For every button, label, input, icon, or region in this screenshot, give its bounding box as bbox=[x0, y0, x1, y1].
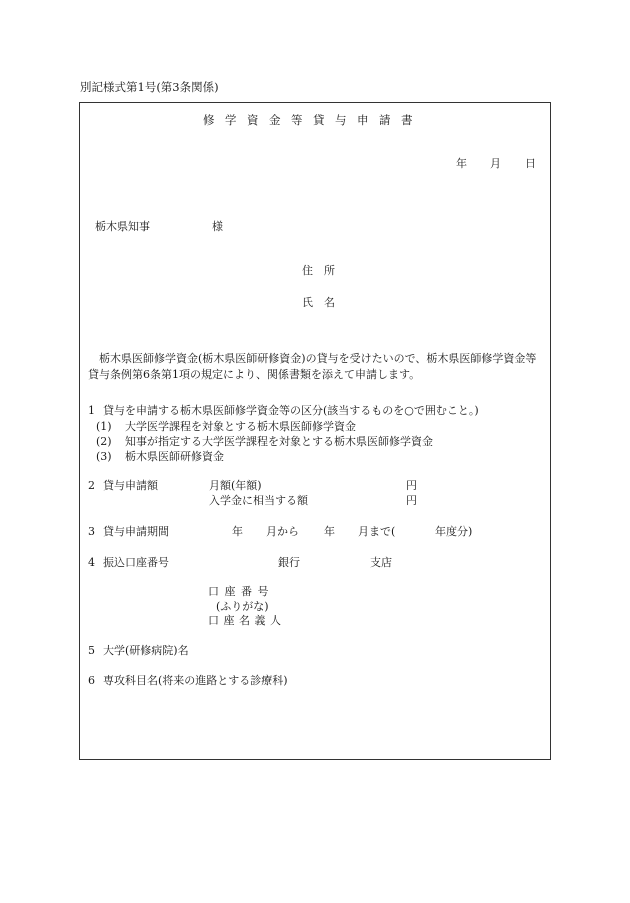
title-char: 貸 bbox=[313, 113, 325, 127]
item6-label: 専攻科目名(将来の進路とする診療科) bbox=[103, 674, 288, 687]
item4-furigana-label: (ふりがな) bbox=[216, 600, 269, 613]
title-char: 請 bbox=[379, 113, 391, 127]
item1-option-text: 大学医学課程を対象とする栃木県医師修学資金 bbox=[125, 420, 356, 433]
item6-number: 6 bbox=[88, 674, 95, 687]
item2-number: 2 bbox=[88, 479, 95, 492]
item3-end-year: 年 bbox=[324, 525, 335, 538]
title-char: 資 bbox=[247, 113, 259, 127]
date-year-label: 年 bbox=[456, 157, 467, 170]
item1-number: 1 bbox=[88, 404, 95, 417]
item2-yen-unit: 円 bbox=[406, 479, 417, 492]
item3-end-month: 月まで( bbox=[358, 525, 396, 538]
item4-branch-label: 支店 bbox=[370, 556, 392, 569]
item1-option-number: (3) bbox=[96, 450, 112, 463]
item2-label: 貸与申請額 bbox=[103, 479, 158, 492]
item3-number: 3 bbox=[88, 525, 95, 538]
item3-label: 貸与申請期間 bbox=[103, 525, 169, 538]
item1-option-number: (2) bbox=[96, 435, 112, 448]
item1-option-text: 知事が指定する大学医学課程を対象とする栃木県医師修学資金 bbox=[125, 435, 433, 448]
item5-label: 大学(研修病院)名 bbox=[103, 644, 189, 657]
applicant-address-label: 住 所 bbox=[302, 264, 335, 277]
title-char: 与 bbox=[335, 113, 347, 127]
item2-yen-unit: 円 bbox=[406, 494, 417, 507]
item3-fiscal-year: 年度分) bbox=[435, 525, 473, 538]
addressee-governor: 栃木県知事 bbox=[95, 220, 150, 233]
item4-number: 4 bbox=[88, 556, 95, 569]
item4-label: 振込口座番号 bbox=[103, 556, 169, 569]
item1-option-text: 栃木県医師研修資金 bbox=[125, 450, 224, 463]
title-char: 等 bbox=[291, 113, 303, 127]
title-char: 金 bbox=[269, 113, 281, 127]
applicant-name-label: 氏 名 bbox=[302, 296, 335, 309]
item3-start-year: 年 bbox=[232, 525, 243, 538]
item4-account-holder-label: 口 座 名 義 人 bbox=[208, 614, 282, 627]
item5-number: 5 bbox=[88, 644, 95, 657]
item1-option-number: (1) bbox=[96, 420, 112, 433]
form-label: 別記様式第1号(第3条関係) bbox=[80, 80, 219, 94]
title-char: 申 bbox=[357, 113, 369, 127]
addressee-honorific: 様 bbox=[212, 220, 223, 233]
item3-start-month: 月から bbox=[266, 525, 299, 538]
date-day-label: 日 bbox=[525, 157, 536, 170]
intro-paragraph: 栃木県医師修学資金(栃木県医師研修資金)の貸与を受けたいので、栃木県医師修学資金等貸与条例第6条第1項の規定により、関係書類を添えて申請します。 bbox=[88, 352, 537, 381]
document-title bbox=[203, 113, 423, 127]
title-char: 学 bbox=[225, 113, 237, 127]
item2-admission-label: 入学金に相当する額 bbox=[209, 494, 308, 507]
title-char: 修 bbox=[203, 113, 215, 127]
item4-account-number-label: 口 座 番 号 bbox=[208, 585, 270, 598]
item4-bank-label: 銀行 bbox=[278, 556, 300, 569]
item1-label: 貸与を申請する栃木県医師修学資金等の区分(該当するものを○で囲むこと。) bbox=[103, 404, 479, 417]
item2-monthly-label: 月額(年額) bbox=[209, 479, 262, 492]
date-month-label: 月 bbox=[490, 157, 501, 170]
title-char: 書 bbox=[401, 113, 413, 127]
